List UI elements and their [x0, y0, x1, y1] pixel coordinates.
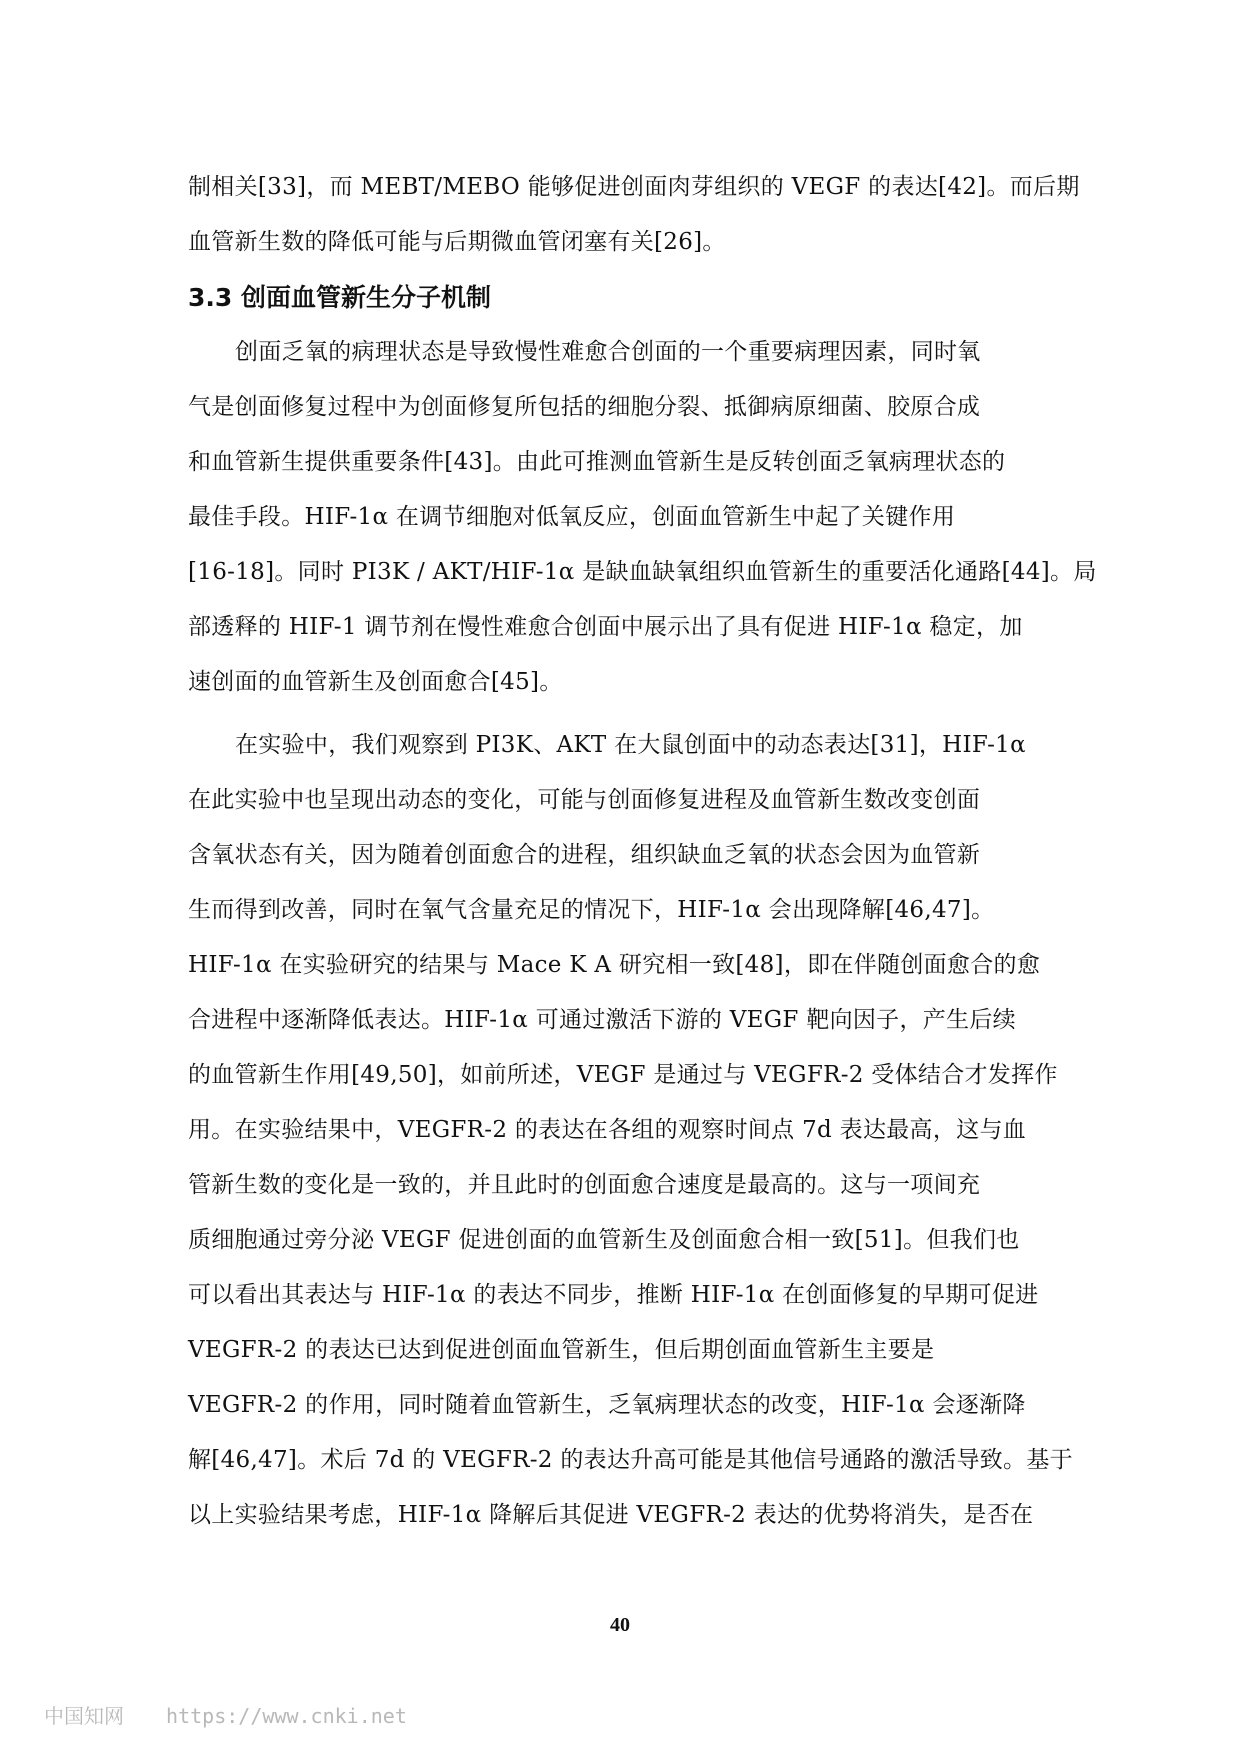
text-line: 在此实验中也呈现出动态的变化，可能与创面修复进程及血管新生数改变创面: [188, 787, 981, 813]
text-line: [16-18]。同时 PI3K / AKT/HIF-1α 是缺血缺氧组织血管新生的重要活化通路[44]。局: [188, 559, 1097, 585]
text-line: 可以看出其表达与 HIF-1α 的表达不同步，推断 HIF-1α 在创面修复的早期可促进: [188, 1282, 1039, 1308]
text-line: 以上实验结果考虑，HIF-1α 降解后其促进 VEGFR-2 表达的优势将消失，是否在: [188, 1502, 1034, 1528]
text-line: 管新生数的变化是一致的，并且此时的创面愈合速度是最高的。这与一项间充: [188, 1172, 981, 1198]
text-line: 速创面的血管新生及创面愈合[45]。: [188, 669, 563, 695]
text-line: 解[46,47]。术后 7d 的 VEGFR-2 的表达升高可能是其他信号通路的激活导致。基于: [188, 1447, 1073, 1473]
text-line: HIF-1α 在实验研究的结果与 Mace K A 研究相一致[48]，即在伴随创面愈合的愈: [188, 952, 1041, 978]
text-line: VEGFR-2 的表达已达到促进创面血管新生，但后期创面血管新生主要是: [188, 1337, 935, 1363]
watermark-url: https://www.cnki.net: [166, 1704, 407, 1728]
page-content: [188, 160, 1097, 1543]
text-line: 质细胞通过旁分泌 VEGF 促进创面的血管新生及创面愈合相一致[51]。但我们也: [188, 1227, 1020, 1253]
text-line: 创面乏氧的病理状态是导致慢性难愈合创面的一个重要病理因素，同时氧: [235, 339, 981, 365]
text-line: VEGFR-2 的作用，同时随着血管新生，乏氧病理状态的改变，HIF-1α 会逐渐降: [188, 1392, 1026, 1418]
text-line: 部透释的 HIF-1 调节剂在慢性难愈合创面中展示出了具有促进 HIF-1α 稳定，加: [188, 614, 1023, 640]
text-line: 的血管新生作用[49,50]，如前所述，VEGF 是通过与 VEGFR-2 受体结合才发挥作: [188, 1062, 1058, 1088]
paragraph: [188, 718, 1073, 1543]
text-line: 制相关[33]，而 MEBT/MEBO 能够促进创面肉芽组织的 VEGF 的表达[42]。而后期: [188, 174, 1080, 200]
page-number: 40: [610, 1614, 630, 1636]
text-line: 气是创面修复过程中为创面修复所包括的细胞分裂、抵御病原细菌、胶原合成: [188, 394, 981, 420]
text-line: 和血管新生提供重要条件[43]。由此可推测血管新生是反转创面乏氧病理状态的: [188, 449, 1006, 475]
text-line: 血管新生数的降低可能与后期微血管闭塞有关[26]。: [188, 229, 726, 255]
watermark: [44, 1700, 407, 1729]
text-line: 在实验中，我们观察到 PI3K、AKT 在大鼠创面中的动态表达[31]，HIF-1α: [235, 732, 1026, 758]
paragraph: [188, 325, 1097, 710]
text-line: 含氧状态有关，因为随着创面愈合的进程，组织缺血乏氧的状态会因为血管新: [188, 842, 981, 868]
section-heading: 3.3 创面血管新生分子机制: [188, 283, 491, 312]
paragraph-gap: [188, 710, 1058, 718]
opening-lines: [188, 160, 1080, 270]
text-line: 用。在实验结果中，VEGFR-2 的表达在各组的观察时间点 7d 表达最高，这与血: [188, 1117, 1027, 1143]
text-line: 生而得到改善，同时在氧气含量充足的情况下，HIF-1α 会出现降解[46,47]。: [188, 897, 995, 923]
text-line: 合进程中逐渐降低表达。HIF-1α 可通过激活下游的 VEGF 靶向因子，产生后续: [188, 1007, 1016, 1033]
watermark-brand: 中国知网: [44, 1704, 124, 1728]
text-line: 最佳手段。HIF-1α 在调节细胞对低氧反应，创面血管新生中起了关键作用: [188, 504, 956, 530]
